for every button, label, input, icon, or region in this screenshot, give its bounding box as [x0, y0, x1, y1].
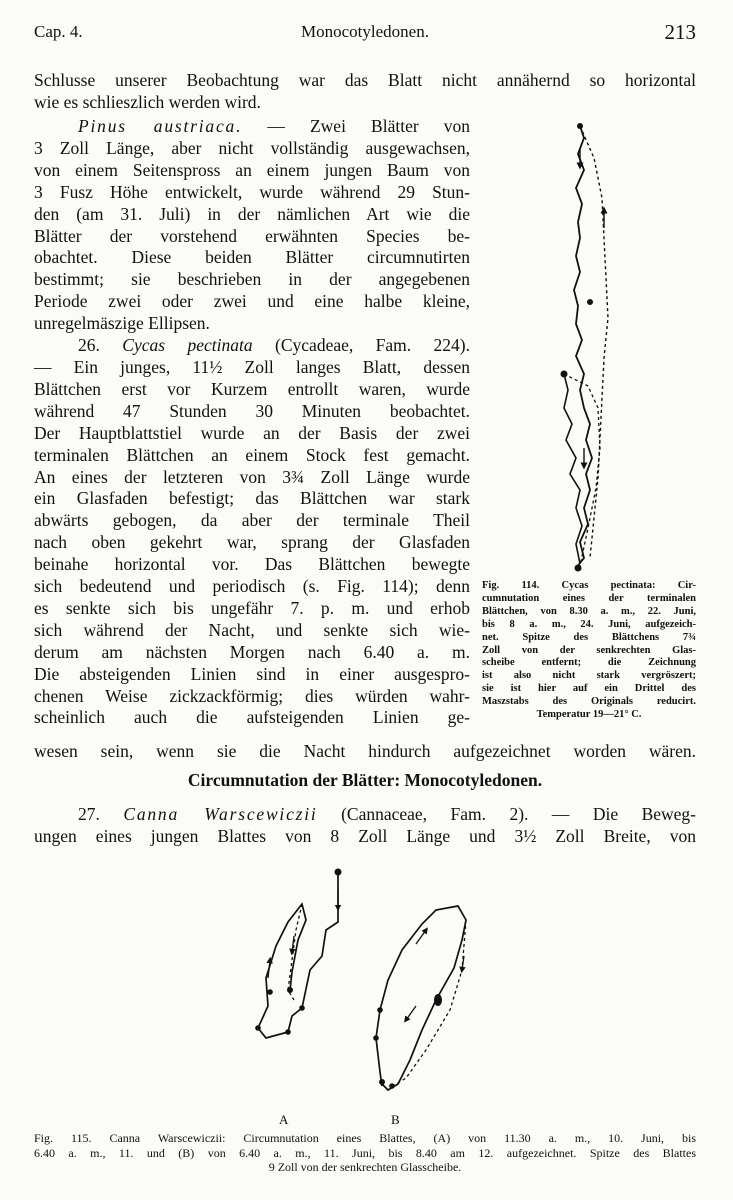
running-header	[34, 22, 696, 48]
pinus-paragraph	[34, 116, 470, 729]
figure-115-canna-trace	[230, 860, 510, 1130]
family-label: (Cannaceae, Fam. 2). — Die Beweg-	[341, 804, 696, 824]
trace-b-line	[376, 906, 466, 1090]
caption-line: Fig. 115. Canna Warscewiczii: Circumnutation eines Blattes, (A) von 11.30 a. m., 10. Juni, bis	[34, 1131, 696, 1145]
direction-arrow	[292, 936, 294, 952]
secondary-zigzag-line	[564, 374, 582, 564]
species-name-cycas: Cycas pectinata	[122, 335, 253, 356]
figure-label-a: A	[279, 1112, 289, 1127]
text-line: Blätter der vorstehend erwähnten Species be-	[34, 225, 470, 246]
trace-point	[379, 1079, 385, 1085]
caption-line: net. Spitze des Blättchens 7¾	[482, 631, 696, 643]
caption-line: Blättchen, von 8.30 a. m., 22. Juni,	[482, 605, 696, 617]
chapter-label: Cap. 4.	[34, 22, 83, 41]
text-line: unregelmäszige Ellipsen.	[34, 313, 210, 334]
trace-start-point	[561, 371, 568, 378]
trace-start-point	[434, 994, 442, 1006]
caption-line: Fig. 114. Cycas pectinata: Cir-	[482, 580, 696, 591]
trace-point	[575, 565, 582, 572]
text-line: von einem Seitenspross an einem jungen Baum von	[34, 159, 470, 180]
trace-point	[255, 1025, 261, 1031]
trace-point	[373, 1035, 379, 1041]
entry-number: 26.	[78, 335, 100, 356]
text-line: beinahe horizontal vor. Das Blättchen bewegte	[34, 554, 470, 575]
text-line: abwärts gebogen, da aber der terminale Theil	[34, 510, 470, 531]
caption-line: 6.40 a. m., 11. und (B) von 6.40 a. m., 11. Juni, bis 8.40 am 12. aufgezeichnet. Spitze des Blattes	[34, 1145, 696, 1160]
text-line: chenen Weise zickzackförmig; dies würden wahr-	[34, 685, 470, 706]
text-line: derum am nächsten Morgen nach 6.40 a. m.	[34, 641, 470, 662]
text-line: wesen sein, wenn sie die Nacht hindurch aufgezeichnet worden wären.	[34, 741, 696, 761]
caption-line: cumnutation eines der terminalen	[482, 592, 696, 604]
text-line: Schlusse unserer Beobachtung war das Blatt nicht annähernd so horizontal	[34, 70, 696, 90]
entry-number: 27.	[78, 804, 100, 824]
text-fragment: — Zwei Blätter von	[267, 116, 471, 136]
text-line: ein Glasfaden befestigt; das Blättchen war stark	[34, 488, 470, 509]
trace-point	[287, 987, 293, 993]
figure-114-caption	[482, 580, 696, 722]
text-line: sich während der Nacht, und senkte sich wie-	[34, 619, 470, 640]
text-line: Blättchen erst vor Kurzem entrollt waren, wurde	[34, 378, 470, 399]
trace-point	[299, 1005, 305, 1011]
caption-line: sie ist hier auf ein Drittel des	[482, 683, 696, 695]
trace-point	[577, 123, 583, 129]
text-line: während 47 Stunden 30 Minuten beobachtet.	[34, 400, 470, 421]
text-line: Periode zwei oder zwei und eine halbe kleine,	[34, 291, 470, 312]
caption-line: scheibe entfernt; die Zeichnung	[482, 657, 696, 669]
trace-b	[373, 906, 466, 1090]
direction-arrow	[416, 930, 426, 944]
trace-point	[389, 1083, 395, 1089]
figure-114-cycas-trace	[480, 118, 700, 578]
text-line: wie es schlieszlich werden wird.	[34, 91, 261, 112]
text-line: Die absteigenden Linien sind in einer ausgespro-	[34, 663, 470, 684]
text-line: 3 Fusz Höhe entwickelt, wurde während 29 Stun-	[34, 181, 470, 202]
trace-start-point	[335, 869, 342, 876]
trace-point	[587, 299, 593, 305]
canna-paragraph	[34, 804, 696, 848]
direction-arrow	[406, 1006, 416, 1020]
caption-line: Temperatur 19—21° C.	[536, 709, 642, 721]
species-name-canna: Canna Warscewiczii	[123, 804, 318, 824]
trace-point	[377, 1007, 383, 1013]
section-header-title: Monocotyledonen.	[301, 22, 429, 41]
text-line: scheinlich auch die aufsteigenden Linien ge-	[34, 707, 470, 728]
cycas-last-line	[34, 741, 696, 763]
trace-point	[267, 989, 273, 995]
caption-line: ist also nicht stark vergröszert;	[482, 670, 696, 682]
family-label: (Cycadeae, Fam. 224).	[275, 335, 471, 356]
text-line: — Ein junges, 11½ Zoll langes Blatt, dessen	[34, 356, 470, 377]
ascending-dotted-line	[580, 126, 608, 558]
trace-b-dotted-line	[390, 920, 466, 1088]
trace-a-line	[258, 872, 338, 1038]
trace-point	[285, 1029, 291, 1035]
text-line: den (am 31. Juli) in der nämlichen Art wie die	[34, 203, 470, 224]
figure-115-caption	[34, 1131, 696, 1175]
text-line: ungen eines jungen Blattes von 8 Zoll Länge und 3½ Zoll Breite, von	[34, 825, 696, 846]
text-line: nach oben gekehrt war, sprang der Glasfaden	[34, 532, 470, 553]
section-title: Circumnutation der Blätter: Monocotyledonen.	[187, 770, 543, 790]
continued-paragraph	[34, 70, 696, 114]
text-line: sich bedeutend und periodisch (s. Fig. 114); denn	[34, 576, 470, 597]
caption-line: Zoll von der senkrechten Glas-	[482, 644, 696, 656]
figure-label-b: B	[391, 1112, 400, 1127]
text-line: bestimmt; sie beschrieben in der angegebenen	[34, 269, 470, 290]
text-line: terminalen Blättchen an einem Stock fest gemacht.	[34, 444, 470, 465]
caption-line: 9 Zoll von der senkrechten Glasscheibe.	[268, 1160, 462, 1174]
page-number: 213	[664, 20, 696, 44]
text-line: es senkte sich bis ungefähr 7. p. m. und erhob	[34, 597, 470, 618]
text-line: Der Hauptblattstiel wurde an der Basis der zwei	[34, 422, 470, 443]
text-line: 3 Zoll Länge, aber nicht vollständig ausgewachsen,	[34, 137, 470, 158]
caption-line: Maszstabs des Originals reducirt.	[482, 696, 696, 708]
trace-a	[255, 869, 341, 1039]
species-name-pinus: Pinus austriaca.	[78, 116, 243, 136]
text-line: obachtet. Diese beiden Blätter circumnutirten	[34, 247, 470, 268]
caption-line: bis 8 a. m., 24. Juni, aufgezeich-	[482, 618, 696, 630]
text-line: An eines der letzteren von 3¾ Zoll Länge wurde	[34, 466, 470, 487]
